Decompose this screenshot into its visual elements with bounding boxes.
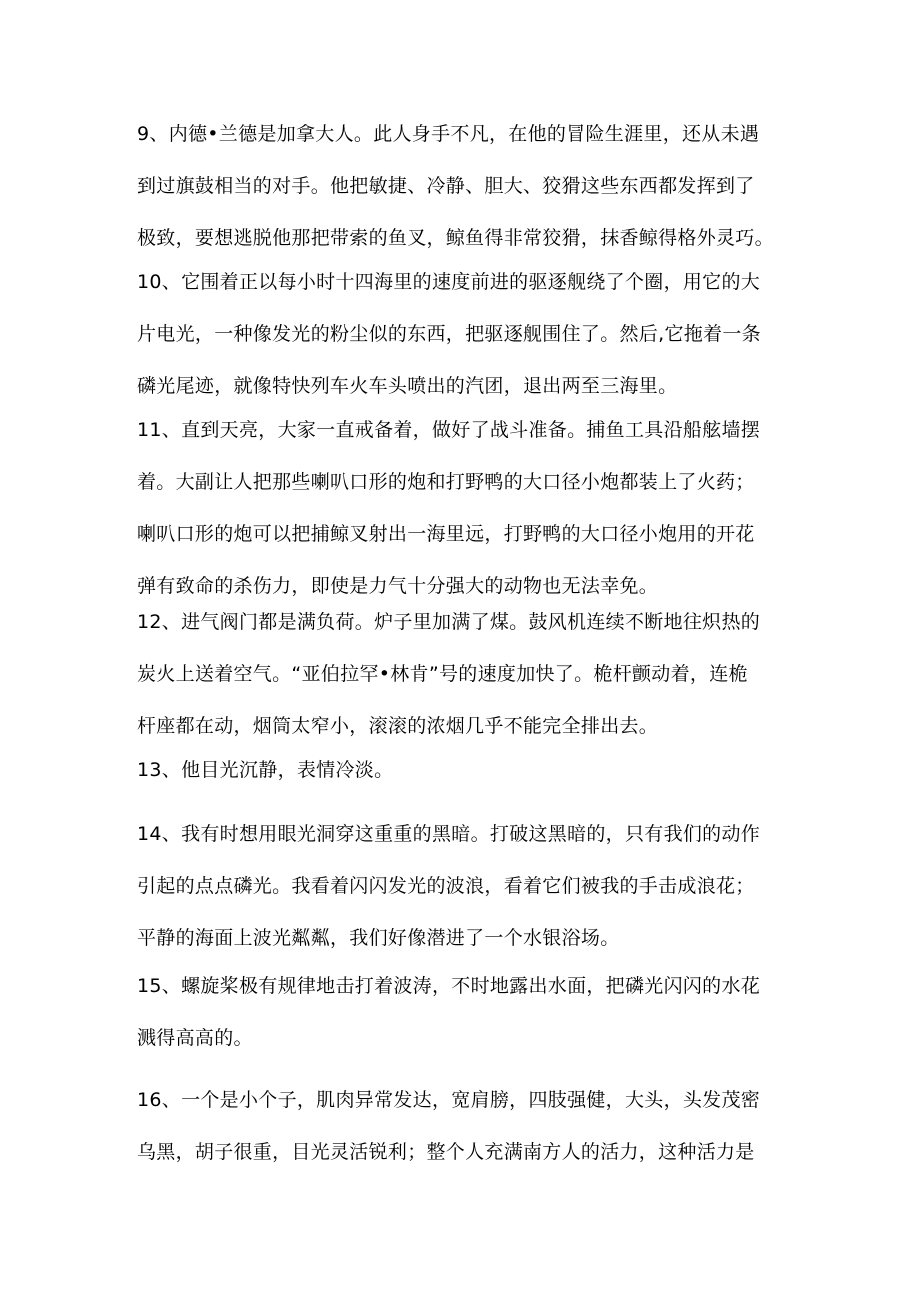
paragraph-line: 15、螺旋桨极有规律地击打着波涛，不时地露出水面，把磷光闪闪的水花 [137,975,761,997]
paragraph-line: 12、进气阀门都是满负荷。炉子里加满了煤。鼓风机连续不断地往炽热的 [137,611,761,633]
paragraph-line: 13、他目光沉静，表情冷淡。 [137,759,394,781]
paragraph-16 [137,1074,797,1178]
paragraph-line: 片电光，一种像发光的粉尘似的东西，把驱逐舰围住了。然后,它拖着一条 [137,323,761,345]
paragraph-11 [137,404,797,612]
paragraph-line: 喇叭口形的炮可以把捕鲸叉射出一海里远，打野鸭的大口径小炮用的开花 [137,523,755,545]
paragraph-line: 9、内德•兰德是加拿大人。此人身手不凡，在他的冒险生涯里，还从未遇 [137,123,760,145]
paragraph-line: 杆座都在动，烟筒太窄小，滚滚的浓烟几乎不能完全排出去。 [137,715,659,737]
paragraph-line: 磷光尾迹，就像特快列车火车头喷出的汽团，退出两至三海里。 [137,375,678,397]
paragraph-line: 引起的点点磷光。我看着闪闪发光的波浪，看着它们被我的手击成浪花； [137,875,755,897]
paragraph-line: 极致，要想逃脱他那把带索的鱼叉，鲸鱼得非常狡猾，抹香鲸得格外灵巧。 [137,227,774,249]
paragraph-line: 16、一个是小个子，肌肉异常发达，宽肩膀，四肢强健，大头，头发茂密 [137,1089,761,1111]
paragraph-13 [137,744,797,796]
paragraph-line: 炭火上送着空气。“亚伯拉罕•林肯”号的速度加快了。桅杆颤动着，连桅 [137,663,748,685]
paragraph-line: 到过旗鼓相当的对手。他把敏捷、冷静、胆大、狡猾这些东西都发挥到了 [137,175,755,197]
paragraph-line: 乌黑，胡子很重，目光灵活锐利；整个人充满南方人的活力，这种活力是 [137,1141,755,1163]
paragraph-14 [137,808,797,964]
paragraph-10 [137,256,797,412]
paragraph-line: 14、我有时想用眼光洞穿这重重的黑暗。打破这黑暗的，只有我们的动作 [137,823,761,845]
paragraph-12 [137,596,797,752]
paragraph-line: 溅得高高的。 [137,1027,253,1049]
paragraph-15 [137,960,797,1064]
paragraph-line: 着。大副让人把那些喇叭口形的炮和打野鸭的大口径小炮都装上了火药； [137,471,755,493]
paragraph-line: 11、直到天亮，大家一直戒备着，做好了战斗准备。捕鱼工具沿船舷墙摆 [137,419,761,441]
paragraph-line: 10、它围着正以每小时十四海里的速度前进的驱逐舰绕了个圈，用它的大 [137,271,761,293]
paragraph-line: 平静的海面上波光粼粼，我们好像潜进了一个水银浴场。 [137,927,620,949]
paragraph-line: 弹有致命的杀伤力，即使是力气十分强大的动物也无法幸免。 [137,575,659,597]
paragraph-9 [137,108,797,264]
